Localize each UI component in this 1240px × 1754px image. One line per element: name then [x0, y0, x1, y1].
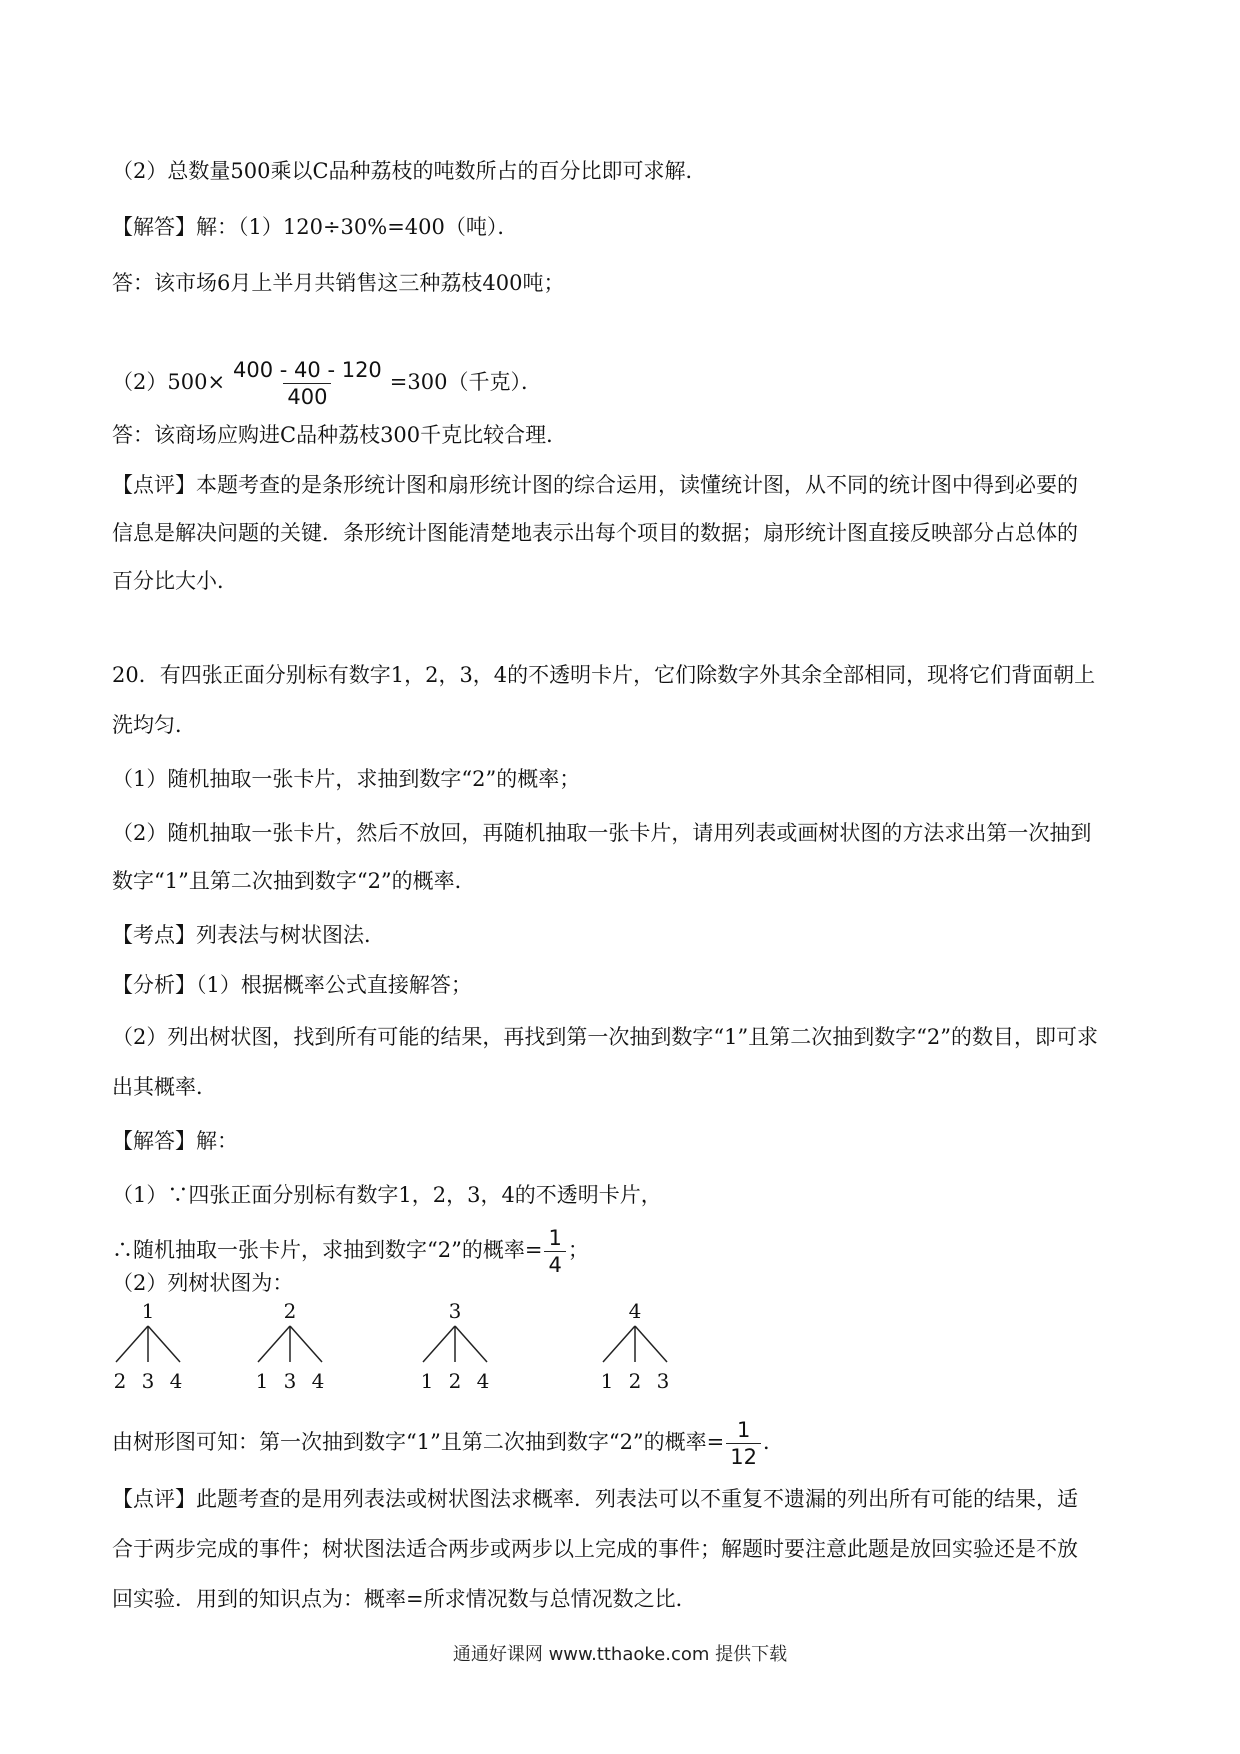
tree-leaf-label: 4 [311, 1369, 325, 1393]
answer-text-2: 答：该商场应购进C品种荔枝300千克比较合理． [112, 423, 568, 447]
question-20-part-2-line-1: （2）随机抽取一张卡片，然后不放回，再随机抽取一张卡片，请用列表或画树状图的方法求出第一次抽到 [112, 821, 1092, 845]
tree-leaf-label: 1 [600, 1369, 614, 1393]
tree-leaf-label: 2 [448, 1369, 462, 1393]
tree-1 [114, 1299, 183, 1393]
tree-leaf-label: 2 [628, 1369, 642, 1393]
calc-denominator: 400 [283, 383, 331, 410]
question-20-stem-line-1: 20．有四张正面分别标有数字1，2，3，4的不透明卡片，它们除数字外其余全部相同，现将它们背面朝上 [112, 663, 1096, 687]
question-20-stem-line-2: 洗均匀． [112, 713, 196, 737]
tree-leaf-label: 1 [420, 1369, 434, 1393]
q20-comment-line-2: 合于两步完成的事件；树状图法适合两步或两步以上完成的事件；解题时要注意此题是放回实验还是不放 [112, 1537, 1078, 1561]
tree-leaf-label: 3 [283, 1369, 297, 1393]
jieda-heading: 【解答】解： [112, 1129, 238, 1153]
tree-root-label: 4 [628, 1299, 642, 1323]
tree-leaf-label: 1 [255, 1369, 269, 1393]
q20-comment-line-3: 回实验．用到的知识点为：概率=所求情况数与总情况数之比． [112, 1587, 697, 1611]
tree-leaf-label: 4 [476, 1369, 490, 1393]
calc-prefix: （2）500× [112, 370, 226, 394]
fenxi-line-3: 出其概率． [112, 1075, 217, 1099]
tree-root-label: 2 [283, 1299, 297, 1323]
solution-1: （1）∵四张正面分别标有数字1，2，3，4的不透明卡片， [112, 1183, 662, 1207]
fenxi-line-2: （2）列出树状图，找到所有可能的结果，再找到第一次抽到数字“1”且第二次抽到数字“2”的数目，即可求 [112, 1025, 1099, 1049]
kaodian-line: 【考点】列表法与树状图法． [112, 923, 385, 947]
calc-fraction [227, 357, 388, 410]
fenxi-line-1: 【分析】（1）根据概率公式直接解答； [112, 973, 472, 997]
fraction-numerator: 1 [736, 1418, 751, 1442]
question-20-part-1: （1）随机抽取一张卡片，求抽到数字“2”的概率； [112, 767, 581, 791]
tree-branch [290, 1326, 322, 1362]
tree-leaf-label: 4 [169, 1369, 183, 1393]
tree-2 [256, 1299, 325, 1393]
solution-1b-suffix: ； [567, 1238, 589, 1262]
probability-fraction-1-12 [726, 1417, 761, 1470]
calc-numerator: 400 - 40 - 120 [233, 358, 382, 382]
comment-line-1: 【点评】本题考查的是条形统计图和扇形统计图的综合运用，读懂统计图，从不同的统计图中得到必要的 [112, 473, 1078, 497]
solution-1b-prefix: ∴随机抽取一张卡片，求抽到数字“2”的概率= [112, 1238, 543, 1262]
answer-heading: 【解答】解：（1）120÷30%=400（吨）． [112, 215, 519, 239]
fraction-denominator: 4 [544, 1251, 565, 1278]
tree-3 [421, 1299, 490, 1393]
question-20-part-2-line-2: 数字“1”且第二次抽到数字“2”的概率． [112, 869, 476, 893]
tree-branch [423, 1326, 455, 1362]
tree-leaf-label: 3 [141, 1369, 155, 1393]
tree-diagram [100, 1296, 820, 1396]
tree-branch [148, 1326, 180, 1362]
tree-root-label: 3 [448, 1299, 462, 1323]
tree-branch [258, 1326, 290, 1362]
page-footer: 通通好课网 www.tthaoke.com 提供下载 [452, 1644, 788, 1665]
q20-comment-line-1: 【点评】此题考查的是用列表法或树状图法求概率．列表法可以不重复不遗漏的列出所有可能的结果，适 [112, 1487, 1078, 1511]
conclusion-line [112, 1414, 1132, 1470]
tree-leaf-label: 2 [113, 1369, 127, 1393]
tree-leaf-label: 3 [656, 1369, 670, 1393]
analysis-step-2: （2）总数量500乘以C品种荔枝的吨数所占的百分比即可求解． [112, 159, 707, 183]
tree-branch [603, 1326, 635, 1362]
tree-4 [601, 1299, 670, 1393]
comment-line-3: 百分比大小． [112, 569, 238, 593]
fraction-denominator: 12 [726, 1443, 761, 1470]
tree-branch [116, 1326, 148, 1362]
comment-line-2: 信息是解决问题的关键．条形统计图能清楚地表示出每个项目的数据；扇形统计图直接反映部分占总体的 [112, 521, 1078, 545]
calculation-line [112, 352, 1132, 412]
tree-branch [635, 1326, 667, 1362]
tree-branch [455, 1326, 487, 1362]
answer-text-1: 答：该市场6月上半月共销售这三种荔枝400吨； [112, 271, 565, 295]
solution-2-heading: （2）列树状图为： [112, 1271, 294, 1295]
fraction-numerator: 1 [548, 1226, 562, 1250]
tree-root-label: 1 [141, 1299, 155, 1323]
calc-suffix: =300（千克）． [389, 370, 542, 394]
conclusion-suffix: ． [763, 1430, 784, 1454]
conclusion-prefix: 由树形图可知：第一次抽到数字“1”且第二次抽到数字“2”的概率= [112, 1430, 725, 1454]
